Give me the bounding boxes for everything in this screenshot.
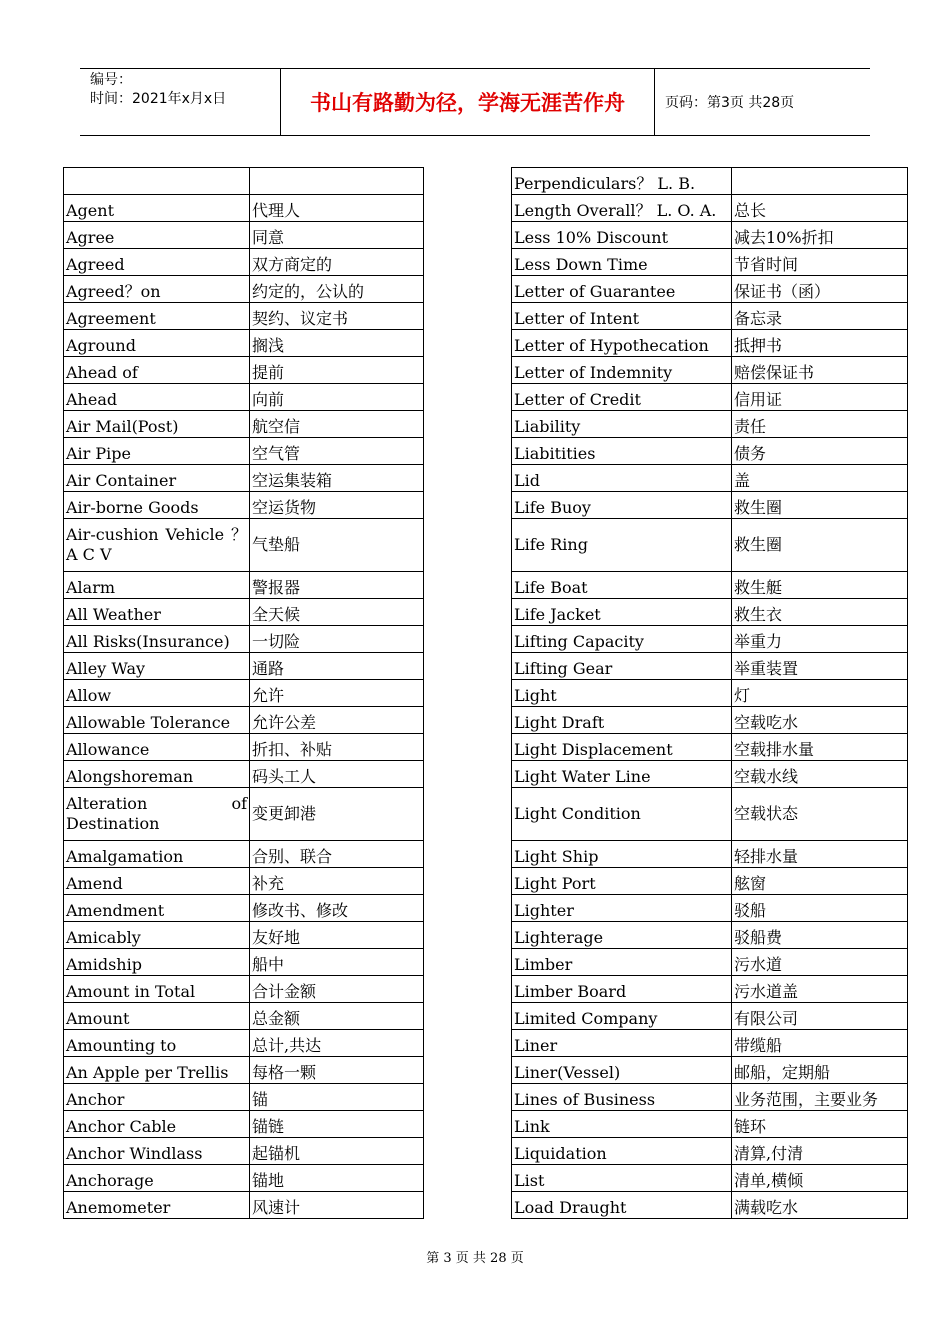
glossary-table-right (511, 167, 908, 1219)
term-chinese: 总计,共达 (250, 1030, 424, 1057)
term-chinese: 锚链 (250, 1111, 424, 1138)
page-header (80, 68, 870, 136)
term-english: Amount in Total (64, 976, 250, 1003)
term-chinese: 清算,付清 (732, 1138, 908, 1165)
term-english: Life Buoy (512, 492, 732, 519)
term-english: Light Ship (512, 841, 732, 868)
table-row (64, 1030, 424, 1057)
term-english: An Apple per Trellis (64, 1057, 250, 1084)
term-chinese: 有限公司 (732, 1003, 908, 1030)
table-row (512, 1084, 908, 1111)
term-english: Air-cushion Vehicle ？A C V (64, 519, 250, 572)
term-english: Agent (64, 195, 250, 222)
table-row (64, 1057, 424, 1084)
term-chinese: 契约、议定书 (250, 303, 424, 330)
term-english: Anchorage (64, 1165, 250, 1192)
header-page-info: 页码：第3页 共28页 (665, 95, 795, 111)
table-row (64, 922, 424, 949)
term-english: Lifting Capacity (512, 626, 732, 653)
term-chinese: 带缆船 (732, 1030, 908, 1057)
page-footer: 第 3 页 共 28 页 (426, 1251, 524, 1266)
term-english: Agreement (64, 303, 250, 330)
table-row (64, 1165, 424, 1192)
table-row (64, 303, 424, 330)
term-chinese: 允许公差 (250, 707, 424, 734)
term-english: Air Mail(Post) (64, 411, 250, 438)
term-english: Amendment (64, 895, 250, 922)
table-row (512, 222, 908, 249)
term-chinese (732, 168, 908, 195)
term-english: Amalgamation (64, 841, 250, 868)
term-english: Letter of Guarantee (512, 276, 732, 303)
term-english: Agreed？on (64, 276, 250, 303)
term-chinese: 总金额 (250, 1003, 424, 1030)
term-chinese: 救生圈 (732, 519, 908, 572)
table-row (512, 1111, 908, 1138)
table-row (64, 599, 424, 626)
term-chinese: 空运货物 (250, 492, 424, 519)
term-english: Limited Company (512, 1003, 732, 1030)
table-row (512, 653, 908, 680)
term-chinese: 驳船 (732, 895, 908, 922)
table-row (512, 1165, 908, 1192)
table-row (512, 303, 908, 330)
term-chinese: 总长 (732, 195, 908, 222)
table-row (64, 276, 424, 303)
term-chinese: 锚 (250, 1084, 424, 1111)
term-english: Amount (64, 1003, 250, 1030)
term-chinese: 空载水线 (732, 761, 908, 788)
term-english: Liability (512, 411, 732, 438)
term-english: Alarm (64, 572, 250, 599)
table-row (64, 1003, 424, 1030)
term-chinese: 允许 (250, 680, 424, 707)
term-chinese: 空载吃水 (732, 707, 908, 734)
term-english: Light Water Line (512, 761, 732, 788)
term-chinese: 码头工人 (250, 761, 424, 788)
term-english: Letter of Intent (512, 303, 732, 330)
term-english: Liner (512, 1030, 732, 1057)
term-chinese: 同意 (250, 222, 424, 249)
term-english: Ahead (64, 384, 250, 411)
term-english: Alongshoreman (64, 761, 250, 788)
term-english: Lighter (512, 895, 732, 922)
table-row (64, 788, 424, 841)
table-row (64, 1111, 424, 1138)
header-motto: 书山有路勤为径，学海无涯苦作舟 (281, 69, 655, 135)
table-row (64, 492, 424, 519)
table-row (64, 653, 424, 680)
table-row (64, 1192, 424, 1219)
term-chinese: 链环 (732, 1111, 908, 1138)
table-row (64, 222, 424, 249)
term-english: Anchor Cable (64, 1111, 250, 1138)
table-row (64, 384, 424, 411)
term-chinese: 船中 (250, 949, 424, 976)
term-chinese: 警报器 (250, 572, 424, 599)
term-english: Life Ring (512, 519, 732, 572)
table-row (512, 438, 908, 465)
table-row (64, 465, 424, 492)
term-english: Limber Board (512, 976, 732, 1003)
term-chinese: 业务范围，主要业务 (732, 1084, 908, 1111)
term-english: Liquidation (512, 1138, 732, 1165)
table-row (64, 195, 424, 222)
term-english: Amicably (64, 922, 250, 949)
term-english: Perpendiculars？ L. B. (512, 168, 732, 195)
table-row (512, 841, 908, 868)
term-english: Light Port (512, 868, 732, 895)
term-english: Light Displacement (512, 734, 732, 761)
term-english: Aground (64, 330, 250, 357)
table-row (512, 788, 908, 841)
term-chinese: 责任 (732, 411, 908, 438)
table-row (64, 895, 424, 922)
term-chinese: 友好地 (250, 922, 424, 949)
term-chinese: 邮船，定期船 (732, 1057, 908, 1084)
term-chinese: 提前 (250, 357, 424, 384)
term-chinese: 污水道盖 (732, 976, 908, 1003)
table-row (512, 734, 908, 761)
table-row (512, 680, 908, 707)
term-english: Amidship (64, 949, 250, 976)
term-chinese: 空运集装箱 (250, 465, 424, 492)
term-chinese: 赔偿保证书 (732, 357, 908, 384)
term-chinese: 清单,横倾 (732, 1165, 908, 1192)
term-english: Limber (512, 949, 732, 976)
table-row (512, 1003, 908, 1030)
term-english: Less 10% Discount (512, 222, 732, 249)
table-row (64, 168, 424, 195)
table-row (64, 519, 424, 572)
table-row (64, 868, 424, 895)
table-row (512, 707, 908, 734)
term-chinese: 修改书、修改 (250, 895, 424, 922)
table-row (512, 761, 908, 788)
term-chinese: 救生圈 (732, 492, 908, 519)
table-row (512, 276, 908, 303)
table-row (512, 922, 908, 949)
term-chinese: 气垫船 (250, 519, 424, 572)
table-row (512, 949, 908, 976)
term-chinese: 满载吃水 (732, 1192, 908, 1219)
term-chinese: 盖 (732, 465, 908, 492)
term-chinese: 救生艇 (732, 572, 908, 599)
term-chinese: 保证书（函） (732, 276, 908, 303)
glossary-table-left (63, 167, 424, 1219)
term-chinese: 信用证 (732, 384, 908, 411)
term-chinese: 救生衣 (732, 599, 908, 626)
table-row (512, 626, 908, 653)
term-chinese: 减去10%折扣 (732, 222, 908, 249)
table-row (64, 572, 424, 599)
table-row (512, 168, 908, 195)
term-english: Anemometer (64, 1192, 250, 1219)
term-chinese: 补充 (250, 868, 424, 895)
term-english: Allowance (64, 734, 250, 761)
term-chinese: 全天候 (250, 599, 424, 626)
table-row (512, 195, 908, 222)
term-english: All Risks(Insurance) (64, 626, 250, 653)
term-english: Letter of Indemnity (512, 357, 732, 384)
table-row (64, 680, 424, 707)
table-row (512, 1057, 908, 1084)
number-label: 编号： (90, 72, 132, 88)
term-chinese: 合计金额 (250, 976, 424, 1003)
term-chinese: 驳船费 (732, 922, 908, 949)
table-row (512, 1138, 908, 1165)
term-english: Liabitities (512, 438, 732, 465)
table-row (64, 1138, 424, 1165)
term-english: Agreed (64, 249, 250, 276)
term-english: Amounting to (64, 1030, 250, 1057)
table-row (64, 976, 424, 1003)
term-english: Alley Way (64, 653, 250, 680)
term-english: Length Overall？ L. O. A. (512, 195, 732, 222)
term-chinese: 灯 (732, 680, 908, 707)
table-row (64, 841, 424, 868)
table-row (64, 734, 424, 761)
term-chinese: 抵押书 (732, 330, 908, 357)
term-chinese: 一切险 (250, 626, 424, 653)
term-chinese: 空载排水量 (732, 734, 908, 761)
term-english: Alteration of Destination (64, 788, 250, 841)
term-english (64, 168, 250, 195)
table-row (512, 249, 908, 276)
table-row (64, 626, 424, 653)
term-english: Letter of Hypothecation (512, 330, 732, 357)
term-english: Life Jacket (512, 599, 732, 626)
header-meta (80, 69, 281, 135)
term-chinese: 约定的，公认的 (250, 276, 424, 303)
term-english: Allowable Tolerance (64, 707, 250, 734)
table-row (64, 249, 424, 276)
term-chinese: 航空信 (250, 411, 424, 438)
term-english: List (512, 1165, 732, 1192)
term-chinese: 空载状态 (732, 788, 908, 841)
table-row (64, 411, 424, 438)
table-row (64, 949, 424, 976)
time-label: 时间：2021年x月x日 (90, 91, 227, 107)
term-chinese: 举重装置 (732, 653, 908, 680)
table-row (512, 492, 908, 519)
term-english: Agree (64, 222, 250, 249)
table-row (512, 357, 908, 384)
table-row (64, 330, 424, 357)
table-row (512, 572, 908, 599)
term-english: Amend (64, 868, 250, 895)
term-english: Allow (64, 680, 250, 707)
table-row (64, 357, 424, 384)
table-row (512, 1030, 908, 1057)
term-english: Lid (512, 465, 732, 492)
term-chinese: 代理人 (250, 195, 424, 222)
table-row (512, 599, 908, 626)
term-chinese: 风速计 (250, 1192, 424, 1219)
table-row (512, 868, 908, 895)
term-english: Link (512, 1111, 732, 1138)
term-chinese: 污水道 (732, 949, 908, 976)
term-chinese: 备忘录 (732, 303, 908, 330)
term-chinese: 起锚机 (250, 1138, 424, 1165)
term-chinese: 舷窗 (732, 868, 908, 895)
table-row (64, 1084, 424, 1111)
table-row (512, 895, 908, 922)
table-row (512, 384, 908, 411)
term-english: Air Container (64, 465, 250, 492)
term-chinese: 轻排水量 (732, 841, 908, 868)
term-chinese: 双方商定的 (250, 249, 424, 276)
term-english: All Weather (64, 599, 250, 626)
table-row (512, 976, 908, 1003)
term-chinese: 锚地 (250, 1165, 424, 1192)
term-english: Air-borne Goods (64, 492, 250, 519)
term-english: Light Condition (512, 788, 732, 841)
term-english: Life Boat (512, 572, 732, 599)
term-chinese: 搁浅 (250, 330, 424, 357)
term-english: Light (512, 680, 732, 707)
term-english: Load Draught (512, 1192, 732, 1219)
table-row (64, 438, 424, 465)
table-row (512, 1192, 908, 1219)
table-row (512, 411, 908, 438)
table-row (512, 519, 908, 572)
table-row (64, 761, 424, 788)
term-chinese: 每格一颗 (250, 1057, 424, 1084)
table-row (64, 707, 424, 734)
term-english: Anchor Windlass (64, 1138, 250, 1165)
term-english: Light Draft (512, 707, 732, 734)
term-chinese (250, 168, 424, 195)
term-chinese: 变更卸港 (250, 788, 424, 841)
term-chinese: 节省时间 (732, 249, 908, 276)
term-english: Air Pipe (64, 438, 250, 465)
term-english: Ahead of (64, 357, 250, 384)
term-english: Lighterage (512, 922, 732, 949)
term-english: Less Down Time (512, 249, 732, 276)
term-chinese: 折扣、补贴 (250, 734, 424, 761)
term-chinese: 通路 (250, 653, 424, 680)
term-chinese: 债务 (732, 438, 908, 465)
term-chinese: 举重力 (732, 626, 908, 653)
term-english: Lines of Business (512, 1084, 732, 1111)
term-english: Liner(Vessel) (512, 1057, 732, 1084)
term-chinese: 合别、联合 (250, 841, 424, 868)
table-row (512, 465, 908, 492)
term-english: Anchor (64, 1084, 250, 1111)
term-chinese: 向前 (250, 384, 424, 411)
term-chinese: 空气管 (250, 438, 424, 465)
term-english: Lifting Gear (512, 653, 732, 680)
table-row (512, 330, 908, 357)
term-english: Letter of Credit (512, 384, 732, 411)
